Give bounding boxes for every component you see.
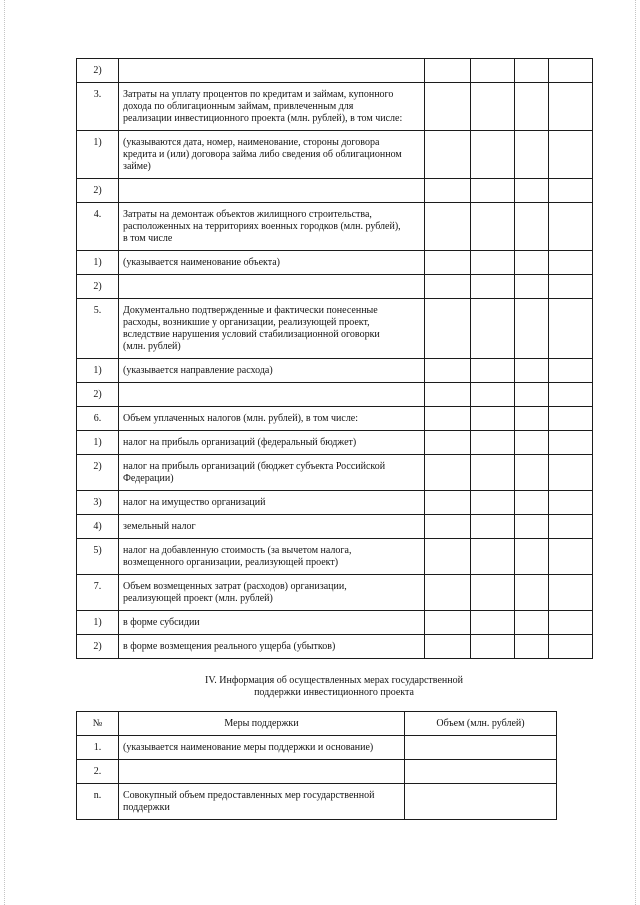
description-line: налог на имущество организаций — [123, 497, 266, 508]
value-cell — [425, 251, 471, 275]
value-cell — [549, 515, 593, 539]
support-measures-table-header — [77, 712, 557, 736]
row-number: 2) — [77, 383, 119, 407]
description-line: в форме возмещения реального ущерба (убытков) — [123, 641, 336, 652]
row-number: 3) — [77, 491, 119, 515]
row-number: 5. — [77, 299, 119, 359]
row-description — [119, 575, 425, 611]
row-description — [119, 383, 425, 407]
description-line: расположенных на территориях военных городков (млн. рублей), — [123, 221, 401, 232]
value-cell — [471, 299, 515, 359]
value-cell — [515, 611, 549, 635]
value-cell — [515, 83, 549, 131]
value-cell — [471, 455, 515, 491]
support-measures-table — [76, 711, 557, 820]
description-line: Затраты на уплату процентов по кредитам и займам, купонного — [123, 89, 394, 100]
value-cell — [549, 203, 593, 251]
value-cell — [425, 575, 471, 611]
value-cell — [515, 515, 549, 539]
row-number: 7. — [77, 575, 119, 611]
table-row — [77, 251, 593, 275]
description-line: Объем возмещенных затрат (расходов) организации, — [123, 581, 347, 592]
description-line: вследствие нарушения условий стабилизационной оговорки — [123, 329, 380, 340]
value-cell — [425, 359, 471, 383]
table-row — [77, 635, 593, 659]
row-number: 1) — [77, 431, 119, 455]
row-number: 1. — [77, 736, 119, 760]
value-cell — [471, 251, 515, 275]
value-cell — [425, 299, 471, 359]
description-line: реализации инвестиционного проекта (млн. рублей), в том числе: — [123, 113, 403, 124]
description-line: Документально подтвержденные и фактически понесенные — [123, 305, 378, 316]
value-cell — [515, 299, 549, 359]
row-number: n. — [77, 784, 119, 820]
value-cell — [515, 179, 549, 203]
value-cell — [425, 611, 471, 635]
table-row — [77, 179, 593, 203]
header-volume: Объем (млн. рублей) — [405, 712, 557, 736]
value-cell — [425, 431, 471, 455]
value-cell — [549, 611, 593, 635]
value-cell — [549, 179, 593, 203]
row-description — [119, 515, 425, 539]
value-cell — [549, 575, 593, 611]
value-cell — [549, 299, 593, 359]
value-cell — [471, 131, 515, 179]
value-cell — [549, 359, 593, 383]
value-cell — [549, 635, 593, 659]
value-cell — [515, 539, 549, 575]
row-description — [119, 83, 425, 131]
row-number: 2) — [77, 455, 119, 491]
table-row — [77, 431, 593, 455]
row-description — [119, 59, 425, 83]
cost-and-tax-table — [76, 58, 593, 659]
value-cell — [471, 515, 515, 539]
section-heading — [76, 675, 592, 699]
section-heading-line: IV. Информация об осуществленных мерах государственной — [205, 675, 463, 686]
table-row — [77, 611, 593, 635]
header-number: № — [77, 712, 119, 736]
table-row — [77, 515, 593, 539]
description-line: (указывается направление расхода) — [123, 365, 273, 376]
table-row — [77, 83, 593, 131]
value-cell — [471, 539, 515, 575]
description-line: займе) — [123, 161, 151, 172]
table-row — [77, 59, 593, 83]
row-description — [119, 760, 405, 784]
value-cell — [515, 407, 549, 431]
description-line: (указываются дата, номер, наименование, стороны договора — [123, 137, 380, 148]
value-cell — [515, 59, 549, 83]
table-row — [77, 455, 593, 491]
description-line: (указывается наименование меры поддержки и основание) — [123, 742, 374, 753]
row-description — [119, 431, 425, 455]
row-number: 6. — [77, 407, 119, 431]
row-description — [119, 275, 425, 299]
description-line: (млн. рублей) — [123, 341, 181, 352]
value-cell — [471, 383, 515, 407]
table-row — [77, 275, 593, 299]
row-number: 1) — [77, 611, 119, 635]
value-cell — [405, 784, 557, 820]
row-description — [119, 611, 425, 635]
row-description — [119, 407, 425, 431]
cost-and-tax-table-body — [77, 59, 593, 659]
scan-edge-mark-right — [635, 0, 636, 905]
description-line: реализующей проект (млн. рублей) — [123, 593, 273, 604]
value-cell — [425, 131, 471, 179]
table-row — [77, 383, 593, 407]
header-measures: Меры поддержки — [119, 712, 405, 736]
section-heading-line: поддержки инвестиционного проекта — [254, 687, 414, 698]
description-line: поддержки — [123, 802, 170, 813]
scan-edge-mark-left — [4, 0, 5, 905]
value-cell — [515, 575, 549, 611]
row-number: 2) — [77, 179, 119, 203]
support-measures-table-body — [77, 736, 557, 820]
value-cell — [425, 455, 471, 491]
value-cell — [471, 59, 515, 83]
value-cell — [405, 736, 557, 760]
value-cell — [515, 491, 549, 515]
row-description — [119, 455, 425, 491]
row-description — [119, 299, 425, 359]
row-description — [119, 736, 405, 760]
value-cell — [515, 275, 549, 299]
row-number: 2. — [77, 760, 119, 784]
value-cell — [471, 635, 515, 659]
value-cell — [471, 203, 515, 251]
value-cell — [549, 275, 593, 299]
description-line: в том числе — [123, 233, 173, 244]
value-cell — [515, 635, 549, 659]
value-cell — [425, 539, 471, 575]
value-cell — [515, 431, 549, 455]
value-cell — [425, 383, 471, 407]
description-line: возмещенного организации, реализующей проект) — [123, 557, 339, 568]
value-cell — [549, 431, 593, 455]
value-cell — [425, 275, 471, 299]
table-row — [77, 575, 593, 611]
value-cell — [515, 203, 549, 251]
value-cell — [471, 491, 515, 515]
value-cell — [471, 179, 515, 203]
row-number: 2) — [77, 59, 119, 83]
value-cell — [471, 359, 515, 383]
description-line: в форме субсидии — [123, 617, 200, 628]
value-cell — [471, 575, 515, 611]
row-number: 1) — [77, 251, 119, 275]
value-cell — [549, 383, 593, 407]
value-cell — [549, 455, 593, 491]
value-cell — [515, 131, 549, 179]
value-cell — [425, 59, 471, 83]
row-number: 2) — [77, 275, 119, 299]
table-row — [77, 760, 557, 784]
value-cell — [425, 515, 471, 539]
value-cell — [549, 251, 593, 275]
value-cell — [549, 131, 593, 179]
row-description — [119, 635, 425, 659]
description-line: налог на добавленную стоимость (за вычетом налога, — [123, 545, 352, 556]
description-line: Объем уплаченных налогов (млн. рублей), в том числе: — [123, 413, 359, 424]
value-cell — [471, 611, 515, 635]
row-number: 5) — [77, 539, 119, 575]
row-description — [119, 203, 425, 251]
value-cell — [425, 179, 471, 203]
table-row — [77, 203, 593, 251]
description-line: дохода по облигационным займам, привлеченным для — [123, 101, 354, 112]
description-line: Затраты на демонтаж объектов жилищного строительства, — [123, 209, 372, 220]
value-cell — [425, 635, 471, 659]
description-line: (указывается наименование объекта) — [123, 257, 281, 268]
value-cell — [425, 491, 471, 515]
table-row — [77, 359, 593, 383]
row-number: 1) — [77, 359, 119, 383]
row-description — [119, 179, 425, 203]
row-number: 1) — [77, 131, 119, 179]
row-description — [119, 491, 425, 515]
row-description — [119, 131, 425, 179]
value-cell — [405, 760, 557, 784]
description-line: кредита и (или) договора займа либо сведения об облигационном — [123, 149, 402, 160]
row-description — [119, 359, 425, 383]
value-cell — [425, 83, 471, 131]
description-line: налог на прибыль организаций (федеральный бюджет) — [123, 437, 357, 448]
value-cell — [471, 407, 515, 431]
row-description — [119, 251, 425, 275]
value-cell — [549, 83, 593, 131]
value-cell — [471, 83, 515, 131]
value-cell — [515, 251, 549, 275]
row-description — [119, 539, 425, 575]
table-row — [77, 491, 593, 515]
row-number: 2) — [77, 635, 119, 659]
row-number: 4. — [77, 203, 119, 251]
table-row — [77, 539, 593, 575]
value-cell — [549, 59, 593, 83]
description-line: расходы, возникшие у организации, реализующей проект, — [123, 317, 370, 328]
value-cell — [515, 383, 549, 407]
row-description — [119, 784, 405, 820]
description-line: земельный налог — [123, 521, 196, 532]
value-cell — [425, 203, 471, 251]
description-line: Федерации) — [123, 473, 174, 484]
header-row — [77, 712, 557, 736]
row-number: 4) — [77, 515, 119, 539]
description-line: Совокупный объем предоставленных мер государственной — [123, 790, 375, 801]
value-cell — [549, 539, 593, 575]
value-cell — [425, 407, 471, 431]
value-cell — [515, 359, 549, 383]
row-number: 3. — [77, 83, 119, 131]
value-cell — [471, 275, 515, 299]
table-row — [77, 131, 593, 179]
value-cell — [515, 455, 549, 491]
value-cell — [471, 431, 515, 455]
table-row — [77, 736, 557, 760]
description-line: налог на прибыль организаций (бюджет субъекта Российской — [123, 461, 386, 472]
value-cell — [549, 407, 593, 431]
table-row — [77, 784, 557, 820]
table-row — [77, 299, 593, 359]
value-cell — [549, 491, 593, 515]
table-row — [77, 407, 593, 431]
